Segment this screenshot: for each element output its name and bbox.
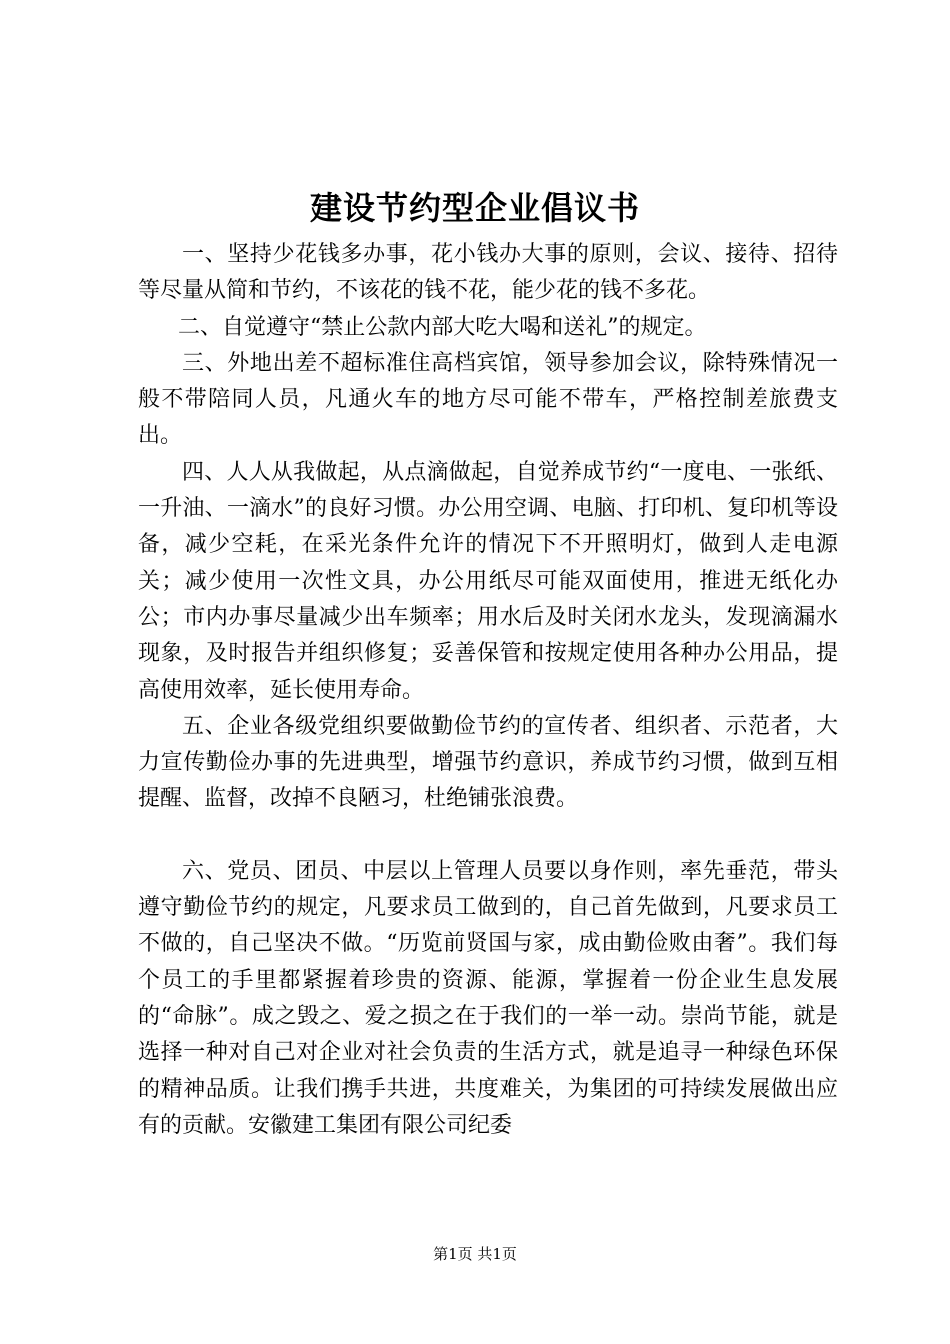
paragraph-spacer [138,818,838,854]
page-number-footer: 第1页 共1页 [433,1245,517,1263]
document-body [138,237,838,1144]
paragraph-2: 二、自觉遵守“禁止公款内部大吃大喝和送礼”的规定。 [178,314,707,340]
document-title: 建设节约型企业倡议书 [309,189,640,227]
paragraph-1: 一、坚持少花钱多办事，花小钱办大事的原则，会议、接待、招待等尽量从简和节约，不该花的钱不花，能少花的钱不多花。 [138,242,838,304]
paragraph-5: 五、企业各级党组织要做勤俭节约的宣传者、组织者、示范者，大力宣传勤俭办事的先进典型，增强节约意识，养成节约习惯，做到互相提醒、监督，改掉不良陋习，杜绝铺张浪费。 [138,713,838,812]
paragraph-3: 三、外地出差不超标准住高档宾馆，领导参加会议，除特殊情况一般不带陪同人员，凡通火车的地方尽可能不带车，严格控制差旅费支出。 [138,350,838,449]
paragraph-6: 六、党员、团员、中层以上管理人员要以身作则，率先垂范，带头遵守勤俭节约的规定，凡要求员工做到的，自己首先做到，凡要求员工不做的，自己坚决不做。“历览前贤国与家，成由勤俭败由奢”。我们每个员工的手里都紧握着珍贵的资源、能源，掌握着一份企业生息发展的“命脉”。成之毁之、爱之损之在于我们的一举一动。崇尚节能，就是选择一种对自己对企业对社会负责的生活方式，就是追寻一种绿色环保的精神品质。让我们携手共进，共度难关，为集团的可持续发展做出应有的贡献。安徽建工集团有限公司纪委 [138,858,838,1138]
paragraph-4: 四、人人从我做起，从点滴做起，自觉养成节约“一度电、一张纸、一升油、一滴水”的良好习惯。办公用空调、电脑、打印机、复印机等设备，减少空耗，在采光条件允许的情况下不开照明灯，做到人走电源关；减少使用一次性文具，办公用纸尽可能双面使用，推进无纸化办公；市内办事尽量减少出车频率；用水后及时关闭水龙头，发现滴漏水现象，及时报告并组织修复；妥善保管和按规定使用各种办公用品，提高使用效率，延长使用寿命。 [138,459,838,703]
